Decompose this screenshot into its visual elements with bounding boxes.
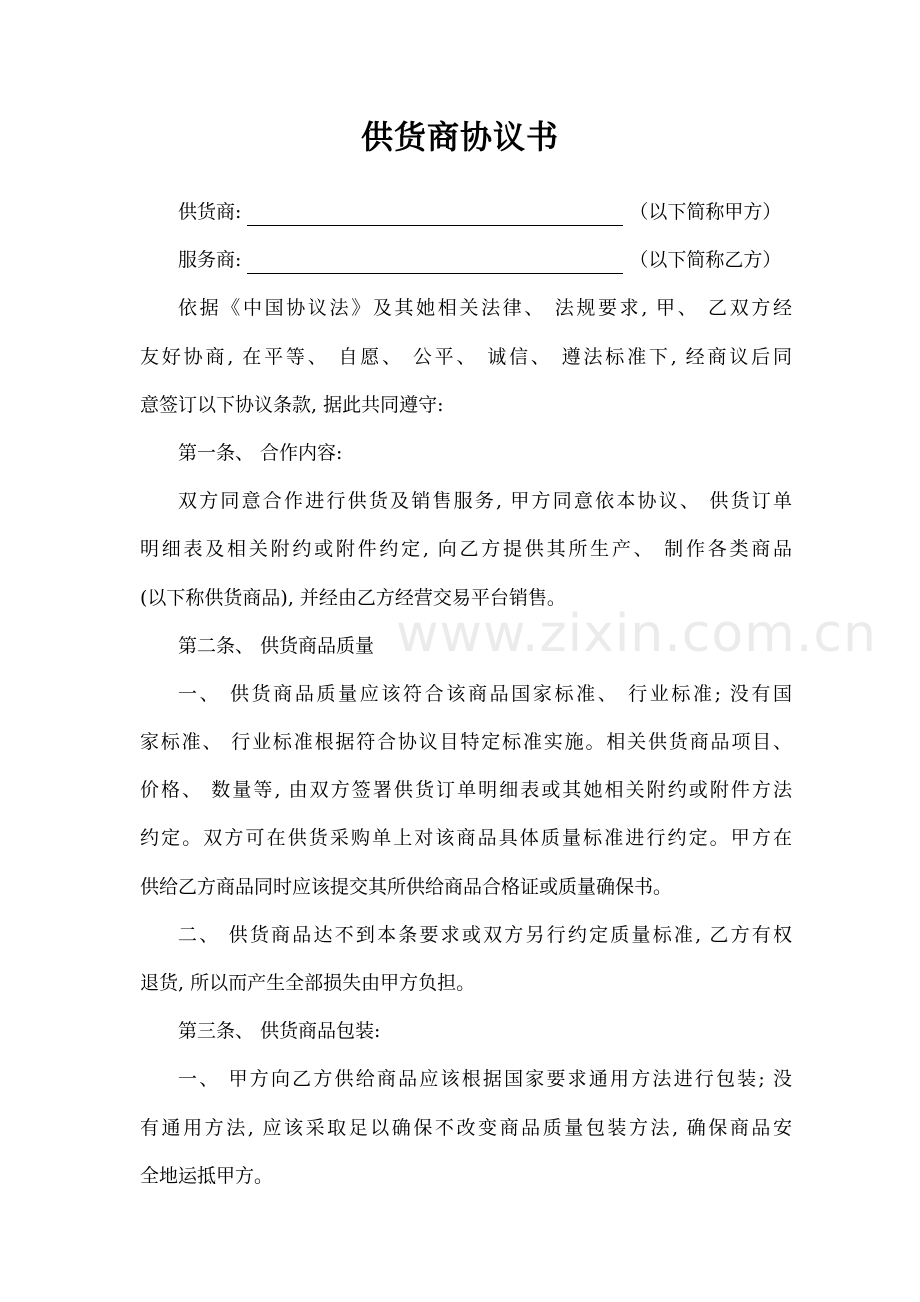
- article-3-item-1-line: 全地运抵甲方。: [140, 1164, 274, 1187]
- article-1-line: 双方同意合作进行供货及销售服务, 甲方同意依本协议、 供货订单: [178, 490, 792, 513]
- party-b-note: （以下简称乙方）: [629, 249, 782, 272]
- article-2-item-1-line: 家标准、 行业标准根据符合协议目特定标准实施。相关供货商品项目、: [140, 731, 792, 754]
- party-a-label: 供货商:: [178, 201, 242, 223]
- article-2-item-1: [140, 670, 792, 911]
- document-title: 供货商协议书: [360, 118, 559, 156]
- party-b-label: 服务商:: [178, 249, 242, 272]
- article-3-item-1-line: 有通用方法, 应该采取足以确保不改变商品质量包装方法, 确保商品安: [140, 1116, 792, 1139]
- article-2-item-2-line: 二、 供货商品达不到本条要求或双方另行约定质量标准, 乙方有权: [178, 923, 792, 946]
- party-a-row: [140, 188, 792, 236]
- article-1-paragraph: [140, 477, 792, 622]
- watermark-text: www.zixin.com.cn: [396, 604, 877, 664]
- intro-paragraph: [140, 284, 792, 429]
- article-2-item-2: [140, 911, 792, 1007]
- article-1-line: (以下称供货商品), 并经由乙方经营交易平台销售。: [140, 586, 566, 609]
- article-2-item-1-line: 供给乙方商品同时应该提交其所供给商品合格证或质量确保书。: [140, 875, 673, 898]
- article-2-heading: 第二条、 供货商品质量: [178, 634, 375, 657]
- article-1-line: 明细表及相关附约或附件约定, 向乙方提供其所生产、 制作各类商品: [140, 538, 792, 561]
- article-2-item-1-line: 约定。双方可在供货采购单上对该商品具体质量标准进行约定。甲方在: [140, 827, 792, 850]
- party-b-row: [140, 236, 792, 284]
- party-a-note: （以下简称甲方）: [629, 201, 782, 223]
- article-3-heading: 第三条、 供货商品包装:: [178, 1020, 381, 1043]
- article-2-item-1-line: 一、 供货商品质量应该符合该商品国家标准、 行业标准; 没有国: [178, 682, 792, 705]
- article-3-item-1-line: 一、 甲方向乙方供给商品应该根据国家要求通用方法进行包装; 没: [178, 1068, 792, 1091]
- article-2-item-1-line: 价格、 数量等, 由双方签署供货订单明细表或其她相关附约或附件方法: [140, 779, 792, 802]
- article-1-heading: 第一条、 合作内容:: [178, 441, 343, 464]
- party-b-blank-line: [247, 243, 623, 274]
- intro-line: 友好协商, 在平等、 自愿、 公平、 诚信、 遵法标准下, 经商议后同: [140, 345, 792, 368]
- article-2-item-2-line: 退货, 所以而产生全部损失由甲方负担。: [140, 972, 476, 994]
- document-body: [140, 188, 792, 1200]
- party-a-blank-line: [247, 195, 623, 226]
- intro-line: 意签订以下协议条款, 据此共同遵守:: [140, 393, 444, 416]
- intro-line: 依据《中国协议法》及其她相关法律、 法规要求, 甲、 乙双方经: [178, 297, 792, 320]
- article-3-item-1: [140, 1055, 792, 1200]
